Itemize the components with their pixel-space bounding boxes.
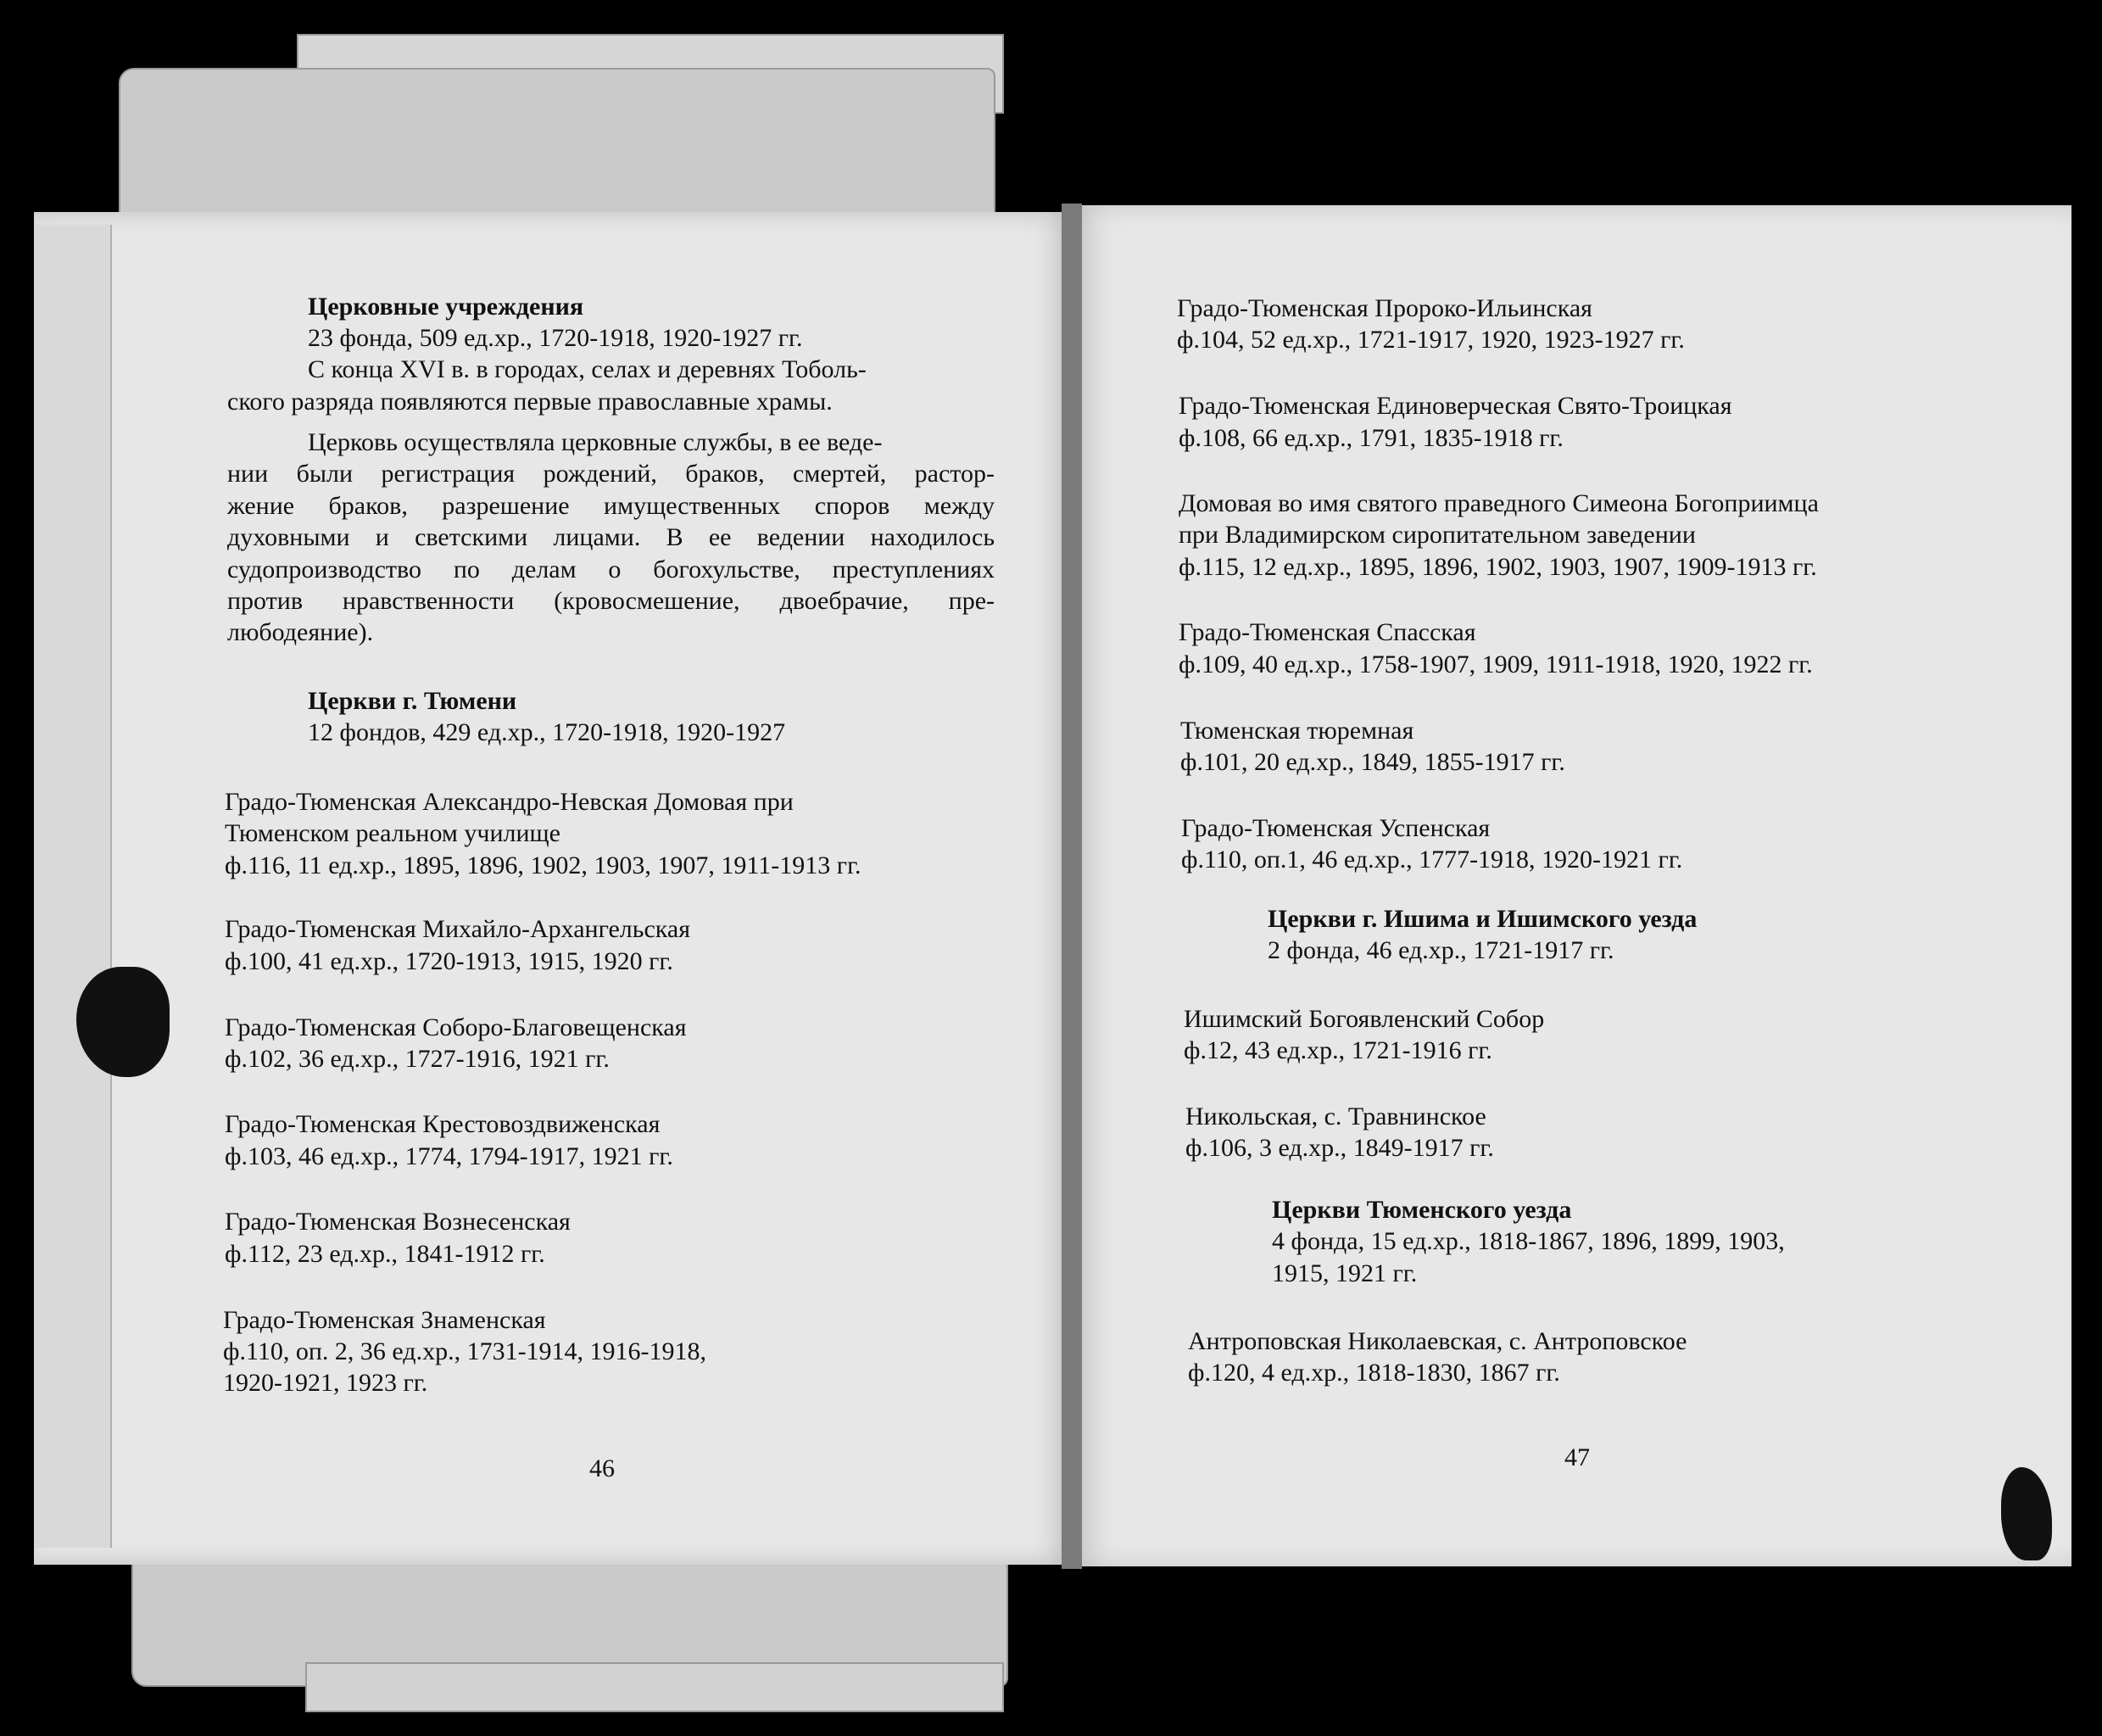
- list-item: Градо-Тюменская Пророко-Ильинская: [1177, 294, 1592, 322]
- list-item: Градо-Тюменская Крестовоздвиженская: [225, 1110, 661, 1138]
- paragraph-line: Церковь осуществляла церковные службы, в ее веде-: [308, 428, 883, 456]
- section-summary: 1915, 1921 гг.: [1272, 1259, 1418, 1287]
- list-item: Градо-Тюменская Успенская: [1181, 814, 1491, 842]
- left-page-edges: [34, 225, 112, 1548]
- page-number: 46: [589, 1454, 615, 1482]
- list-item: ф.109, 40 ед.хр., 1758-1907, 1909, 1911-1918, 1920, 1922 гг.: [1179, 650, 1813, 678]
- list-item: ф.112, 23 ед.хр., 1841-1912 гг.: [225, 1240, 545, 1268]
- list-item: ф.116, 11 ед.хр., 1895, 1896, 1902, 1903, 1907, 1911-1913 гг.: [225, 851, 861, 879]
- list-item: Тюменском реальном училище: [225, 819, 560, 847]
- paragraph-line: духовными и светскими лицами. В ее ведении находилось: [227, 523, 995, 551]
- paragraph-line: любодеяние).: [227, 618, 374, 646]
- list-item: Ишимский Богоявленский Собор: [1184, 1005, 1545, 1033]
- list-item: ф.12, 43 ед.хр., 1721-1916 гг.: [1184, 1036, 1492, 1064]
- binder-clip-left: [76, 967, 170, 1077]
- stacked-book-bottom-2: [305, 1662, 1004, 1712]
- paragraph-line: жение браков, разрешение имущественных споров между: [227, 492, 995, 520]
- list-item: Градо-Тюменская Единоверческая Свято-Троицкая: [1179, 392, 1732, 420]
- stacked-book-top-2: [119, 68, 995, 215]
- section-summary: 4 фонда, 15 ед.хр., 1818-1867, 1896, 1899, 1903,: [1272, 1227, 1785, 1255]
- list-item: ф.108, 66 ед.хр., 1791, 1835-1918 гг.: [1179, 424, 1564, 452]
- list-item: Градо-Тюменская Михайло-Архангельская: [225, 915, 691, 943]
- page-number: 47: [1564, 1443, 1590, 1471]
- list-item: ф.110, оп.1, 46 ед.хр., 1777-1918, 1920-1921 гг.: [1181, 846, 1683, 874]
- list-item: Градо-Тюменская Александро-Невская Домовая при: [225, 788, 794, 816]
- list-item: ф.110, оп. 2, 36 ед.хр., 1731-1914, 1916-1918,: [223, 1337, 707, 1365]
- list-item: Тюменская тюремная: [1180, 717, 1414, 745]
- list-item: Домовая во имя святого праведного Симеона Богоприимца: [1179, 489, 1819, 517]
- list-item: ф.106, 3 ед.хр., 1849-1917 гг.: [1185, 1134, 1494, 1162]
- paragraph-line: нии были регистрация рождений, браков, смертей, растор-: [227, 460, 995, 488]
- list-item: ф.102, 36 ед.хр., 1727-1916, 1921 гг.: [225, 1045, 610, 1073]
- list-item: Градо-Тюменская Спасская: [1179, 618, 1476, 646]
- paragraph-line: судопроизводство по делам о богохульстве, преступлениях: [227, 555, 995, 583]
- list-item: ф.100, 41 ед.хр., 1720-1913, 1915, 1920 гг.: [225, 947, 673, 975]
- section-heading: Церковные учреждения: [308, 293, 584, 321]
- list-item: ф.115, 12 ед.хр., 1895, 1896, 1902, 1903, 1907, 1909-1913 гг.: [1179, 553, 1817, 581]
- section-summary: 23 фонда, 509 ед.хр., 1720-1918, 1920-1927 гг.: [308, 324, 803, 352]
- list-item: ф.103, 46 ед.хр., 1774, 1794-1917, 1921 гг.: [225, 1142, 673, 1170]
- paragraph-line: против нравственности (кровосмешение, двоебрачие, пре-: [227, 587, 995, 615]
- list-item: Градо-Тюменская Соборо-Благовещенская: [225, 1013, 687, 1041]
- list-item: ф.101, 20 ед.хр., 1849, 1855-1917 гг.: [1180, 748, 1565, 776]
- section-heading: Церкви г. Ишима и Ишимского уезда: [1268, 905, 1698, 933]
- list-item: при Владимирском сиропитательном заведении: [1179, 521, 1696, 549]
- book-gutter: [1062, 204, 1082, 1569]
- list-item: ф.120, 4 ед.хр., 1818-1830, 1867 гг.: [1188, 1359, 1560, 1387]
- section-summary: 2 фонда, 46 ед.хр., 1721-1917 гг.: [1268, 936, 1614, 964]
- list-item: Антроповская Николаевская, с. Антроповское: [1188, 1327, 1687, 1355]
- section-heading: Церкви г. Тюмени: [308, 687, 517, 715]
- paragraph-line: ского разряда появляются первые православные храмы.: [227, 388, 833, 416]
- list-item: Градо-Тюменская Знаменская: [223, 1306, 546, 1334]
- section-heading: Церкви Тюменского уезда: [1272, 1196, 1572, 1224]
- paragraph-line: С конца XVI в. в городах, селах и деревнях Тоболь-: [308, 355, 867, 383]
- section-summary: 12 фондов, 429 ед.хр., 1720-1918, 1920-1927: [308, 718, 786, 746]
- list-item: 1920-1921, 1923 гг.: [223, 1369, 428, 1397]
- list-item: Никольская, с. Травнинское: [1185, 1102, 1486, 1130]
- list-item: Градо-Тюменская Вознесенская: [225, 1208, 571, 1236]
- list-item: ф.104, 52 ед.хр., 1721-1917, 1920, 1923-1927 гг.: [1177, 326, 1685, 354]
